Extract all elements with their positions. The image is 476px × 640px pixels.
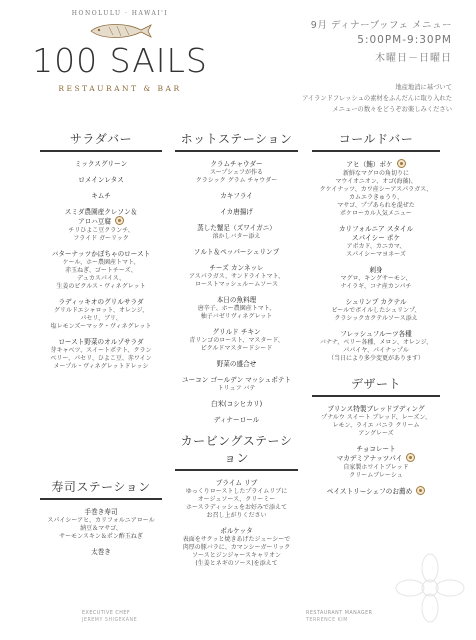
- menu-item: [175, 248, 298, 257]
- menu-item-name: イカ唐揚げ: [220, 208, 253, 216]
- menu-item: [312, 330, 440, 363]
- menu-item-description: チリひよこ豆クランチ、: [68, 226, 134, 234]
- menu-item: [175, 192, 298, 201]
- menu-item-description: マウイオニオン、オゴ(海藻)、: [335, 177, 417, 185]
- menu-item-description: ローストマッシュルームソース: [194, 281, 279, 288]
- menu-days: 木曜日－日曜日: [375, 53, 452, 64]
- menu-item-description: パパイヤ、パイナップル: [343, 346, 409, 354]
- menu-item: [175, 208, 298, 217]
- menu-item-description: 柚子バゼリヴィネグレット: [200, 313, 273, 320]
- menu-item-description: ゆっくりローストしたプライムリブに: [185, 488, 288, 495]
- menu-item-name: ディナーロール: [213, 416, 260, 424]
- menu-item: [40, 160, 162, 169]
- section-divider: [40, 498, 162, 500]
- menu-item: [175, 224, 298, 241]
- menu-item-description: アボカド、カニカマ、: [346, 242, 406, 250]
- chef-signature: [82, 611, 137, 624]
- intro-line: メニューの数々をどうぞお楽しみください: [332, 106, 452, 113]
- menu-item: [40, 298, 162, 331]
- menu-item: [312, 266, 440, 291]
- manager-signature: [306, 611, 373, 624]
- restaurant-logo: [30, 10, 210, 93]
- menu-item-description: レモン、ライエ バニラ クリーム: [332, 422, 420, 429]
- hot-station-section: [175, 130, 298, 432]
- menu-item: [40, 338, 162, 371]
- menu-item-description: クラシックカクテルソース添え: [334, 314, 418, 322]
- menu-item-name: カリフォルニア スタイル スパイシー ポケ: [338, 224, 414, 242]
- menu-item-description: ソースとジンジャースキャリオン: [192, 552, 281, 559]
- menu-hours: 5:00PM-9:30PM: [357, 34, 452, 46]
- menu-item-description: クリームブレーシュ: [349, 471, 403, 479]
- menu-item: [40, 548, 162, 557]
- logo-location: HONOLULU · HAWAI'I: [71, 10, 169, 17]
- menu-item-name: クラムチャウダー: [210, 160, 263, 168]
- menu-item-description: 肉厚の豚バラに、カマンシーガーリック: [182, 544, 291, 551]
- menu-item-name: カキフライ: [220, 192, 253, 200]
- menu-item-description: ベリー、パセリ、ひよこ豆、赤ワイン: [50, 354, 152, 362]
- section-title: コールドバー: [338, 132, 414, 146]
- menu-item: [40, 192, 162, 201]
- local-favorite-badge-icon: [406, 453, 415, 462]
- intro-line: アイランドフレッシュの素材をふんだんに取り入れた: [302, 95, 452, 102]
- menu-item-description: （当日により多少変更があります）: [327, 354, 424, 362]
- menu-item-description: グリルドエシャロット、オレンジ、: [53, 306, 149, 314]
- menu-item-description: 溶かしバター添え: [212, 233, 261, 240]
- menu-item-description: 生姜のピクルス・ヴィネグレット: [56, 282, 146, 290]
- menu-item-name: ミックスグリーン: [74, 160, 128, 168]
- menu-item-description: クラシック グラム チャウダー: [195, 177, 278, 184]
- menu-item: [40, 508, 162, 541]
- menu-item: [175, 376, 298, 393]
- menu-item-name: ロースト野菜のオルゾサラダ: [58, 337, 144, 346]
- menu-item-name: ラディッキオのグリルサラダ: [58, 297, 144, 306]
- menu-item-name: ソルト＆ペッパーシュリンプ: [193, 248, 280, 256]
- menu-item-description: スパイシーアヒ、カリフォルニアロール: [47, 517, 155, 524]
- local-favorite-badge-icon: [416, 486, 425, 495]
- menu-item-description: ピクルドマスタードシード: [200, 345, 273, 352]
- restaurant-name: 100 SAILS: [32, 41, 208, 80]
- menu-item: [175, 296, 298, 321]
- menu-item: [312, 405, 440, 438]
- menu-item-name: チーズ カンネッレ: [209, 264, 264, 272]
- menu-item-description: カムエラきゅうり、: [348, 193, 403, 201]
- menu-item-name: ユーコン ゴールデン マッシュポテト: [181, 376, 292, 384]
- carving-station-section: [175, 432, 298, 575]
- menu-item-name: ロメインレタス: [78, 176, 124, 184]
- sushi-station-section: [40, 478, 162, 564]
- menu-item-name: グリルド チキン: [212, 328, 261, 336]
- menu-item-description: オージュソース、クリーミー: [197, 496, 276, 503]
- menu-item-name: 太巻き: [91, 548, 111, 556]
- section-title: 寿司ステーション: [51, 480, 151, 494]
- menu-item-name: プリンス特製ブレッドプディング: [327, 405, 425, 413]
- menu-intro: [302, 82, 452, 115]
- menu-item: [312, 225, 440, 259]
- menu-item: [175, 400, 298, 409]
- section-title: サラダバー: [69, 132, 133, 146]
- local-favorite-badge-icon: [115, 216, 124, 225]
- menu-title: 9月 ディナーブッフェ メニュー: [310, 20, 452, 31]
- menu-item-name: フレッシュフルーツ各種: [340, 329, 412, 338]
- menu-item-description: プナルウ スイート ブレッド、レーズン、: [321, 414, 431, 421]
- menu-item-description: ホースラディッシュをお好みで添えて: [185, 504, 288, 511]
- section-divider: [312, 150, 440, 152]
- section-divider: [175, 469, 298, 471]
- menu-item-name: 白米(コシヒカリ): [210, 400, 263, 408]
- menu-item: [175, 160, 298, 185]
- menu-item-name: プライム リブ: [215, 479, 258, 487]
- menu-item-name: ポルケッタ: [220, 527, 253, 535]
- menu-item-description: マサゴ、ププあられを混ぜた: [337, 201, 415, 209]
- menu-item-name: シュリンプ カクテル: [345, 297, 407, 306]
- menu-item-description: アスパラガス、サンドライトマト、: [189, 273, 284, 280]
- menu-item-description: マグロ、キングサーモン、: [340, 274, 412, 282]
- menu-item-name: 本日の魚料理: [216, 296, 257, 304]
- menu-item: [312, 445, 440, 480]
- menu-item: [40, 250, 162, 291]
- menu-item-description: 芽キャベツ、スイートポテト、クラン: [50, 346, 152, 354]
- menu-item-description: 唐辛子、ホー農園産トマト、: [197, 305, 276, 312]
- menu-item: [175, 264, 298, 289]
- menu-item-name: ペイストリーシェフのお薦め: [312, 487, 440, 497]
- menu-item-name: キムチ: [91, 192, 111, 200]
- menu-item: [175, 479, 298, 520]
- dessert-section: [312, 375, 440, 503]
- menu-item-description: ナイラギ、コナ産カンパチ: [340, 282, 412, 290]
- menu-item-description: スパイシーマヨネーズ: [346, 250, 406, 258]
- fish-logo-icon: [85, 22, 155, 40]
- menu-item: [175, 328, 298, 353]
- menu-item-description: バナナ、ベリー各種、メロン、オレンジ、: [319, 338, 433, 346]
- menu-item-description: アングレーズ: [358, 430, 394, 437]
- menu-item-description: 赤玉ねぎ、ゴートチーズ、: [65, 266, 137, 274]
- section-title: デザート: [350, 377, 401, 391]
- menu-item-description: ポケローカル人気メニュー: [340, 209, 412, 217]
- menu-item-name: 蒸した蟹足（ズワイガニ）: [197, 224, 276, 232]
- menu-item-description: お召し上がりください: [206, 512, 267, 519]
- menu-item-description: トリュフ バテ: [217, 385, 256, 392]
- menu-item-name: 手巻き寿司: [84, 508, 118, 516]
- manager-name: TERRENCE KIM: [306, 617, 348, 623]
- menu-item: [175, 527, 298, 568]
- menu-item-description: メープル・ヴィネグレットドレッシ: [53, 362, 149, 370]
- menu-item-description: 新鮮なマグロの角切りに: [342, 169, 409, 177]
- menu-item-name: チョコレート マカデミアナッツパイ: [312, 445, 440, 464]
- menu-item-name: スミダ農園産クレソン＆ アロハ豆腐: [64, 208, 138, 226]
- menu-item: [312, 298, 440, 323]
- menu-item-description: 青リンゴのロースト、マスタード、: [189, 337, 284, 344]
- menu-item: [312, 487, 440, 497]
- menu-item-description: ケール、ホー農園産トマト、: [62, 258, 140, 266]
- salad-bar-section: [40, 130, 162, 378]
- chef-role: EXECUTIVE CHEF: [82, 611, 131, 616]
- menu-item-name: 刺身: [369, 265, 383, 274]
- menu-item-description: 塩レモンズーマック・ヴィネグレット: [50, 322, 152, 330]
- section-title: カービングステーション: [180, 434, 293, 465]
- menu-item: [40, 176, 162, 185]
- cold-bar-section: [312, 130, 440, 370]
- intro-line: 地産地消に基づいて: [395, 84, 452, 91]
- local-favorite-badge-icon: [397, 159, 406, 168]
- section-divider: [312, 395, 440, 397]
- menu-item: [175, 360, 298, 369]
- menu-item-description: サーモンスキン＆ポン酢玉ねぎ: [59, 533, 143, 540]
- menu-item-description: 自家製ホワイトブレッド: [343, 463, 409, 471]
- flower-watermark-icon: [390, 548, 470, 628]
- menu-item-name: 野菜の盛合せ: [216, 360, 257, 368]
- menu-item: [40, 208, 162, 243]
- menu-item-description: 表面をサクッと焼きあげたジューシーで: [182, 536, 291, 543]
- menu-item-description: デュカスパイス、: [77, 274, 125, 282]
- menu-header: [302, 17, 452, 115]
- restaurant-subtitle: RESTAURANT & BAR: [58, 84, 182, 93]
- menu-item-description: ビールでボイルしたシュリンプ、: [331, 306, 421, 314]
- menu-item: [175, 416, 298, 425]
- menu-item-description: パセリ、ブリ、: [80, 314, 122, 322]
- menu-item-name: バターナッツかぼちゃのロースト: [51, 249, 151, 258]
- section-divider: [175, 150, 298, 152]
- section-divider: [40, 150, 162, 152]
- chef-name: JEREMY SHIGEKANE: [82, 617, 138, 623]
- manager-role: RESTAURANT MANAGER: [306, 611, 373, 616]
- menu-item-description: 納豆＆マサゴ、: [80, 525, 122, 532]
- menu-item-description: フライド ガーリック: [73, 234, 129, 242]
- menu-item-description: クケイナッツ、カワ産シーアスパラガス、: [319, 185, 433, 193]
- menu-item-description: (生姜とネギのソース)を添えて: [195, 560, 278, 567]
- section-title: ホットステーション: [180, 132, 293, 146]
- menu-item-description: スープシェフが作る: [209, 169, 264, 176]
- menu-item: [312, 160, 440, 218]
- menu-item-name: アヒ（鮪）ポケ: [312, 160, 440, 170]
